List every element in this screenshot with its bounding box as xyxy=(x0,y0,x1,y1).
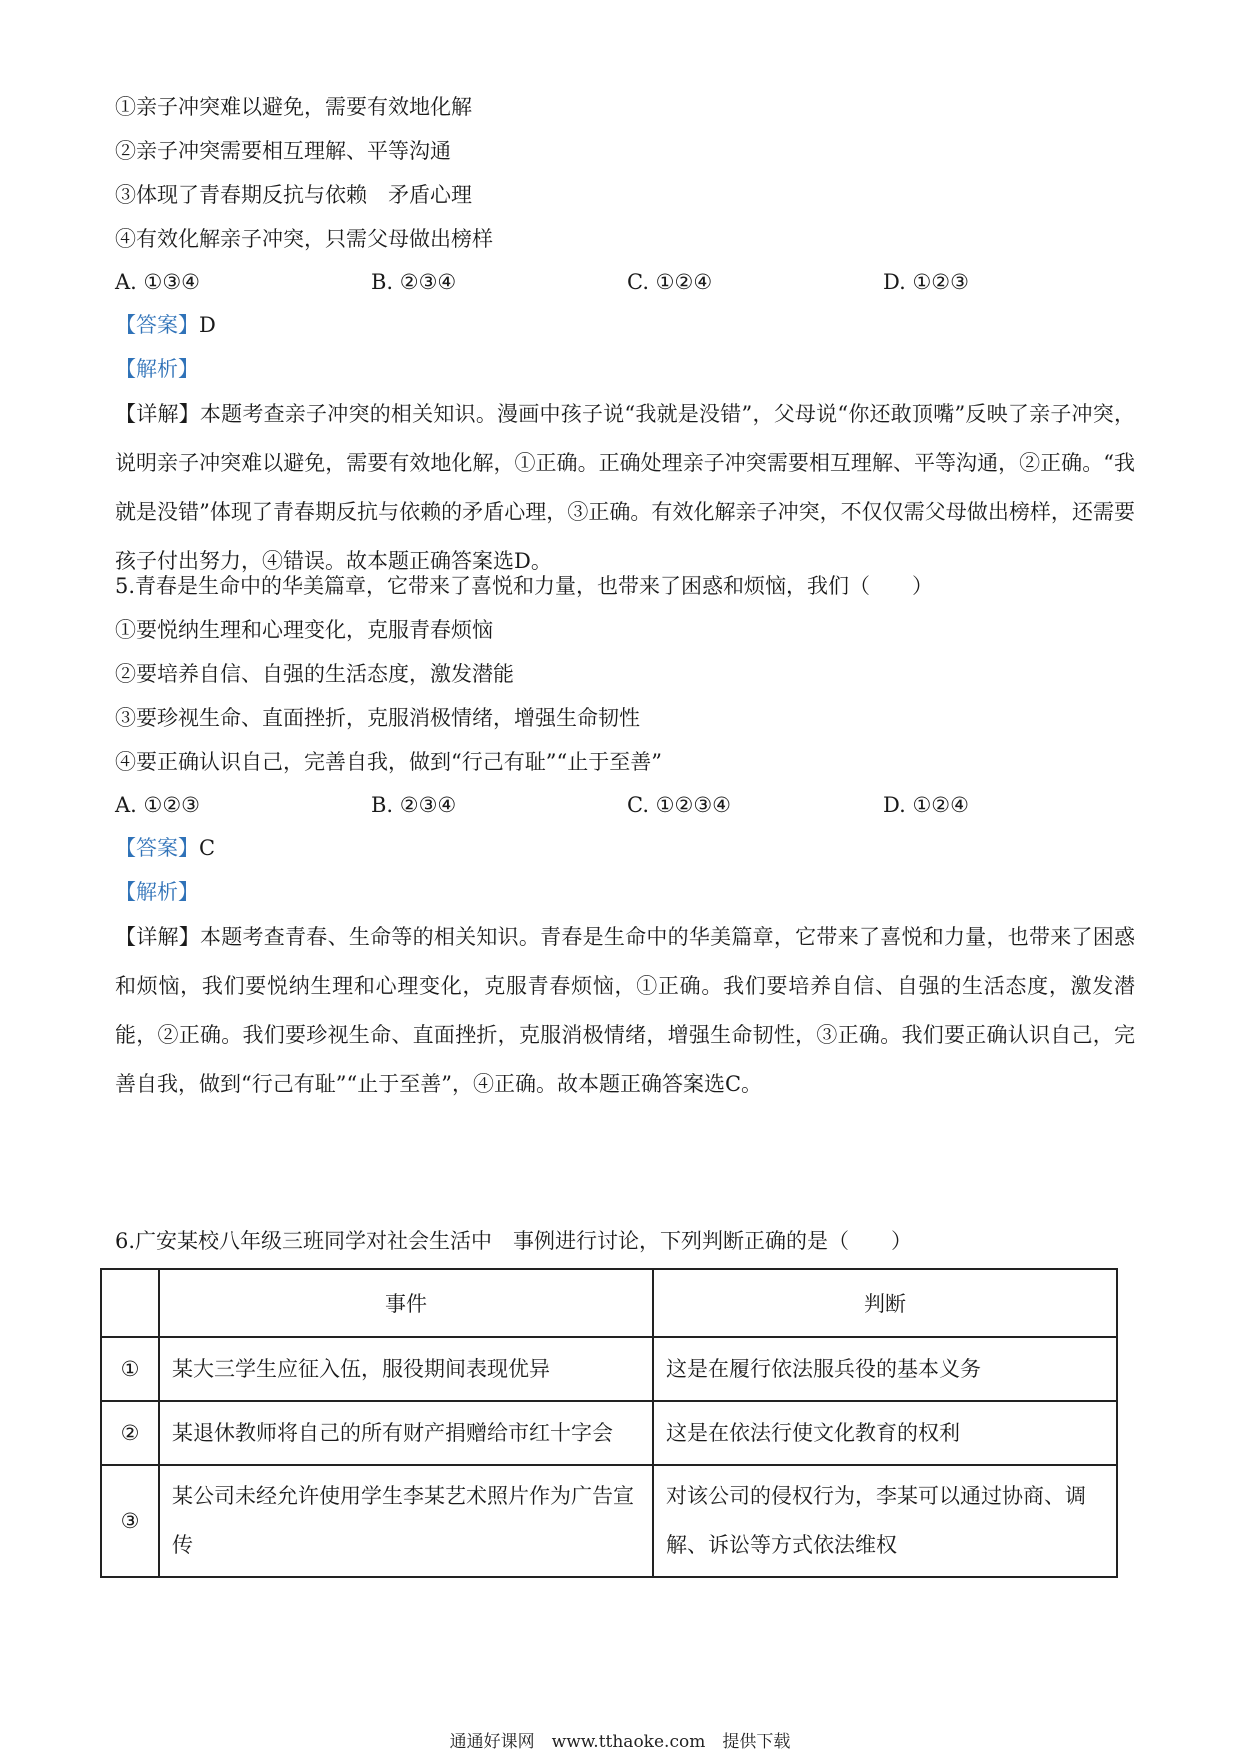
q5-statement-4: ④要正确认识自己，完善自我，做到“行己有耻”“止于至善” xyxy=(115,750,662,774)
q5-answer xyxy=(115,833,1135,863)
q4-answer xyxy=(115,310,1135,340)
detail-tag: 【详解】 xyxy=(115,402,200,426)
row-judgment: 对该公司的侵权行为，李某可以通过协商、调解、诉讼等方式依法维权 xyxy=(653,1465,1117,1577)
analysis-tag: 【解析】 xyxy=(115,357,199,381)
analysis-tag: 【解析】 xyxy=(115,880,199,904)
q5-statement-2: ②要培养自信、自强的生活态度，激发潜能 xyxy=(115,662,514,686)
table-row xyxy=(101,1465,1117,1577)
row-number: ② xyxy=(101,1401,159,1465)
answer-value: C xyxy=(199,836,216,860)
q4-analysis xyxy=(115,354,1135,384)
table-row xyxy=(101,1337,1117,1401)
q4-option-c: C. ①②④ xyxy=(627,270,713,294)
events-table xyxy=(100,1268,1118,1578)
q4-detail xyxy=(115,390,1135,586)
q5-analysis xyxy=(115,877,1135,907)
q4-statement-2: ②亲子冲突需要相互理解、平等沟通 xyxy=(115,139,451,163)
q5-option-d: D. ①②④ xyxy=(883,793,969,817)
q4-options xyxy=(115,267,1135,297)
row-event: 某大三学生应征入伍，服役期间表现优异 xyxy=(159,1337,653,1401)
q4-statement-3: ③体现了青春期反抗与依赖 矛盾心理 xyxy=(115,183,472,207)
row-event: 某公司未经允许使用学生李某艺术照片作为广告宣传 xyxy=(159,1465,653,1577)
row-number: ③ xyxy=(101,1465,159,1577)
answer-tag: 【答案】 xyxy=(115,313,199,337)
table-row xyxy=(101,1401,1117,1465)
detail-text: 本题考查青春、生命等的相关知识。青春是生命中的华美篇章，它带来了喜悦和力量，也带来了困惑和烦恼，我们要悦纳生理和心理变化，克服青春烦恼，①正确。我们要培养自信、自强的生活态度，激发潜能，②正确。我们要珍视生命、直面挫折，克服消极情绪，增强生命韧性，③正确。我们要正确认识自己，完善自我，做到“行己有耻”“止于至善”，④正确。故本题正确答案选C。 xyxy=(115,925,1136,1096)
page-footer: 通通好课网 www.tthaoke.com 提供下载 xyxy=(449,1732,791,1752)
row-number: ① xyxy=(101,1337,159,1401)
table-header-row xyxy=(101,1269,1117,1337)
q4-statement-4: ④有效化解亲子冲突，只需父母做出榜样 xyxy=(115,227,493,251)
detail-text: 本题考查亲子冲突的相关知识。漫画中孩子说“我就是没错”，父母说“你还敢顶嘴”反映了亲子冲突，说明亲子冲突难以避免，需要有效地化解，①正确。正确处理亲子冲突需要相互理解、平等沟通，②正确。“我就是没错”体现了青春期反抗与依赖的矛盾心理，③正确。有效化解亲子冲突，不仅仅需父母做出榜样，还需要孩子付出努力，④错误。故本题正确答案选D。 xyxy=(115,402,1135,573)
answer-tag: 【答案】 xyxy=(115,836,199,860)
row-judgment: 这是在履行依法服兵役的基本义务 xyxy=(653,1337,1117,1401)
row-event: 某退休教师将自己的所有财产捐赠给市红十字会 xyxy=(159,1401,653,1465)
q5-option-b: B. ②③④ xyxy=(371,793,457,817)
q5-detail xyxy=(115,913,1135,1109)
q4-option-b: B. ②③④ xyxy=(371,270,457,294)
q5-option-c: C. ①②③④ xyxy=(627,793,731,817)
q5-statement-1: ①要悦纳生理和心理变化，克服青春烦恼 xyxy=(115,618,493,642)
answer-value: D xyxy=(199,313,216,337)
q6-stem: 6.广安某校八年级三班同学对社会生活中 事例进行讨论，下列判断正确的是（ ） xyxy=(115,1229,913,1253)
row-judgment: 这是在依法行使文化教育的权利 xyxy=(653,1401,1117,1465)
q4-option-a: A. ①③④ xyxy=(115,270,200,294)
q4-option-d: D. ①②③ xyxy=(883,270,969,294)
q5-option-a: A. ①②③ xyxy=(115,793,200,817)
detail-tag: 【详解】 xyxy=(115,925,201,949)
table-header-judgment: 判断 xyxy=(653,1269,1117,1337)
q5-statement-3: ③要珍视生命、直面挫折，克服消极情绪，增强生命韧性 xyxy=(115,706,640,730)
table-header-num xyxy=(101,1269,159,1337)
table-header-event: 事件 xyxy=(159,1269,653,1337)
q4-statement-1: ①亲子冲突难以避免，需要有效地化解 xyxy=(115,95,472,119)
q5-options xyxy=(115,790,1135,820)
q5-stem: 5.青春是生命中的华美篇章，它带来了喜悦和力量，也带来了困惑和烦恼，我们（ ） xyxy=(115,574,934,598)
